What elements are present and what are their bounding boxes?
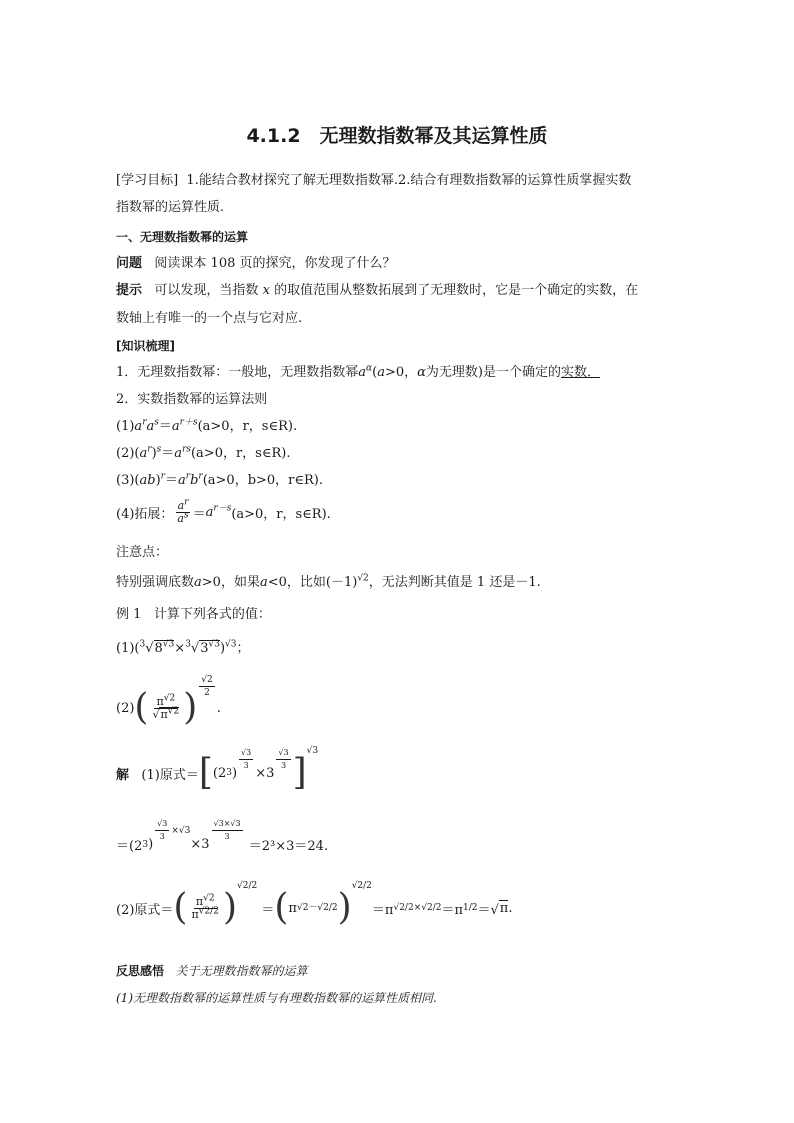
knowledge-heading: [知识梳理] — [116, 339, 175, 353]
solution-part-2: (2)原式＝ ( $\frac{\pi^{√2}}{\pi^{√2/2}}$ ) √2/2 ＝ ( π √2－√2/2 ) √2/2 ＝π √2/2×√2/2 ＝π 1/2 ＝√ π . — [116, 881, 513, 928]
solution-p1-line2: ＝(2 3 ) $\frac{√3}{3}$ ×√3 ×3 $\frac{√3\times√3}{3}$ ＝2³×3＝24. — [116, 819, 329, 854]
rule-3-cond: (a>0，b>0，r∈R). — [202, 473, 324, 488]
goal-line2: 指数幂的运算性质. — [116, 200, 225, 215]
rule-4-fraction: $\frac{a^r}{a^s}$ — [177, 497, 189, 525]
hint-var: x — [262, 283, 270, 298]
note-label: 注意点： — [116, 545, 169, 560]
example-label: 例 1 — [116, 607, 142, 622]
page-title: 4.1.2 无理数指数幂及其运算性质 — [246, 125, 548, 147]
reflection-heading — [116, 962, 307, 980]
example-1 — [116, 606, 271, 624]
solution-label: 解 — [116, 767, 130, 783]
solution-p1-label: (1)原式＝ — [141, 767, 199, 783]
example-part-1: $(1)(^3√8^{√3}\times^3√3^{√3})^{√3}$； — [116, 639, 250, 656]
rule-2: $(2)(a^r)^s=a^{rs}(a>0$，r，s∈R). — [116, 444, 291, 461]
rule-1-cond: (a>0，r，s∈R). — [197, 419, 298, 434]
reflection-label: 反思感悟 — [116, 964, 165, 978]
rule-3: $(3)(ab)^r=a^rb^r(a>0$，b>0，r∈R). — [116, 471, 324, 488]
rule-4-cond: (a>0，r，s∈R). — [231, 507, 331, 522]
k1-text: 1．无理数指数幂：一般地，无理数指数幂 — [116, 365, 359, 380]
k1-blank: 实数． — [561, 365, 601, 380]
section-heading-1: 一、无理数指数幂的运算 — [116, 230, 249, 244]
goal-label: [学习目标] — [116, 173, 179, 188]
hint-text-b: 的取值范围从整数拓展到了无理数时，它是一个确定的实数，在 — [274, 283, 639, 298]
knowledge-item-2: 2．实数指数幂的运算法则 — [116, 392, 268, 407]
rule-4-label: (4)拓展： — [116, 507, 174, 522]
goal-line1: 1.能结合教材探究了解无理数指数幂.2.结合有理数指数幂的运算性质掌握实数 — [186, 173, 632, 188]
hint-text-a: 可以发现，当指数 — [154, 283, 259, 298]
knowledge-item-1: 1．无理数指数幂：一般地，无理数指数幂$a^\alpha(a>0$，α为无理数)是一个确定的实数． — [116, 363, 601, 380]
solution-p2-label: (2)原式＝ — [116, 902, 174, 918]
solution-part-1: 解 (1)原式＝ [ (2 3 ) $\frac{√3}{3}$ ×3 $\frac{√3}{3}$ ] √3 — [116, 746, 319, 793]
question-text: 阅读课本 108 页的探究，你发现了什么？ — [154, 256, 396, 271]
solution-result-1: ＝2³×3＝24. — [248, 839, 329, 854]
hint — [116, 282, 638, 300]
learning-goal — [116, 172, 631, 190]
rule-2-cond: (a>0，r，s∈R). — [190, 446, 291, 461]
question-label: 问题 — [116, 256, 143, 271]
hint-line2: 数轴上有唯一的一个点与它对应. — [116, 311, 303, 326]
rule-1: $(1)a^ra^s=a^{r+s}(a>0$，r，s∈R). — [116, 417, 298, 434]
example-text: 计算下列各式的值： — [153, 607, 271, 622]
example-part-2: (2) ( $\frac{\pi^{√2}}{√\pi^{√2}}$ ) $\frac{√2}{2}$ . — [116, 674, 221, 728]
hint-label: 提示 — [116, 283, 143, 298]
rule-4: (4)拓展： $\frac{a^r}{a^s}$ ＝ $a^{r-s}$ (a>0，r，s∈R). — [116, 497, 331, 525]
reflection-topic: 关于无理数指数幂的运算 — [175, 964, 308, 978]
note-text: 特别强调底数a>0，如果a<0，比如$(-1)^{√2}$，无法判断其值是 1 还是－1. — [116, 573, 541, 590]
reflection-line-1: (1)无理数指数幂的运算性质与有理数指数幂的运算性质相同. — [116, 991, 437, 1005]
question — [116, 255, 396, 273]
